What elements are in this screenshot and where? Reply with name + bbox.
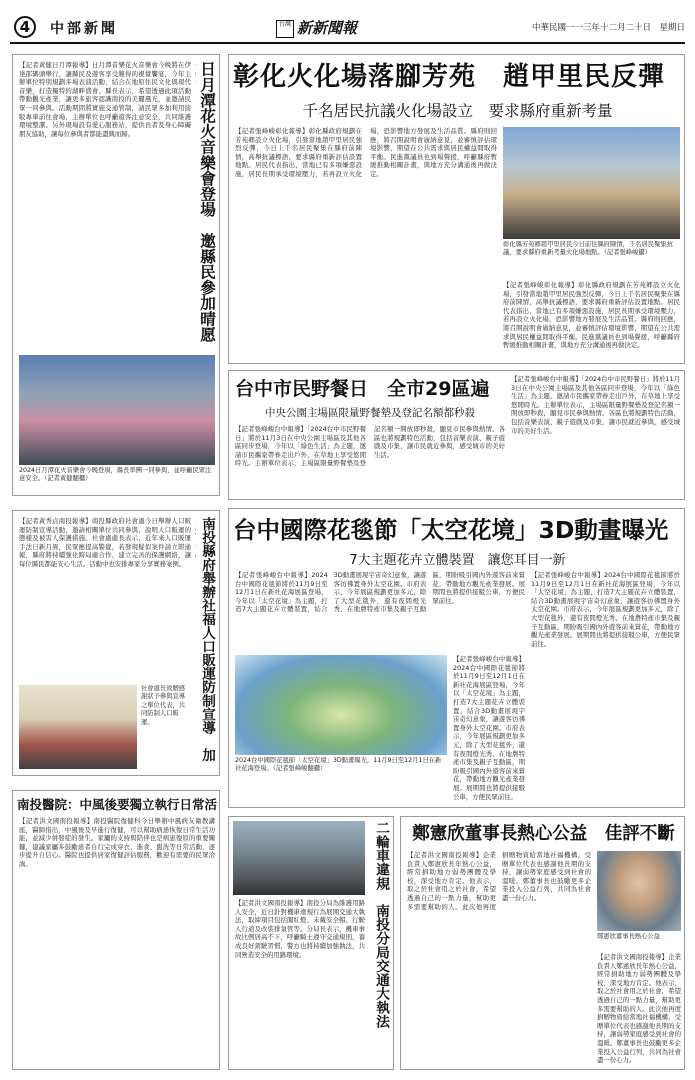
article-body-continued: 【記者洪文國南投報導】企業負責人鄭憲欣長年熱心公益，經常捐助地方弱勢團體及學校，深受地方肯定。他表示，取之於社會用之於社會，希望透過自己的一點力量，幫助更多需要幫助的人。此次他再度捐贈物資給當地社福機構，受贈單位代表也感謝他長期的支持，讓弱勢家庭感受到社會的溫暖。鄭董事長也鼓勵更多企業投入公益行列，共同為社會盡一份心力。: [597, 953, 681, 1065]
paper-logo-small: 台灣: [276, 20, 294, 38]
sub-headline: 千名居民抗議火化場設立 要求縣府重新考量: [302, 102, 613, 119]
main-story-2: [228, 370, 685, 500]
article-body-column: 【記者張峰峻台中報導】2024台中國際花毯節將於11月9日至12月1日在新社花海展區登場，今年以「太空花境」為主題，打造7大主題花卉立體裝置，結合3D動畫展現宇宙奇幻意象，讓遊客彷彿置身外太空花園。市府表示，今年展區規劃更加多元，除了大型花毯外，還有夜間燈光秀、在地農特產市集及親子互動區，期盼吸引國內外遊客前來賞花，帶動地方觀光產業發展。展期間也將提供接駁公車，方便民眾前往。: [453, 655, 525, 801]
issue-date: 中華民國一一三年十二月二十日 星期日: [531, 23, 685, 33]
traffic-photo: [233, 821, 365, 895]
article-body: 【記者黃健日月潭報導】日月潭音樂花火音樂會今晚將在伊達邵碼頭舉行，讓縣民及遊客享受難得的視覺饗宴，今年主辦單位特別規劃多場表演活動，結合在地原住民文化與現代音樂，打造獨特的湖畔盛會。縣長表示，希望透過此項活動帶動觀光產業，讓更多旅客認識南投的美麗風光，並邀請民眾一同參與。活動期間將實施交通管制，請民眾多加利用接駁專車前往會場，主辦單位也呼籲遊客注意安全，共同維護環境整潔。另外現場設有愛心服務站，提供長者及身心障礙朋友協助，讓每位參與者都能盡興而歸。: [19, 61, 191, 138]
protest-photo: [503, 127, 680, 239]
charity-story: [400, 816, 685, 1070]
left-story-3: [12, 790, 220, 1070]
header-rule: [10, 42, 685, 44]
vertical-headline: 日月潭花火音樂會登場 邀縣民參加晴愿: [198, 61, 216, 342]
story-headline: 南投醫院：中風後要獨立執行日常活: [17, 797, 217, 812]
traffic-story: [228, 816, 394, 1070]
article-body-continued: 【記者張峰峻台中報導】「2024台中市民野餐日」將於11月3日在中央公園主場區及其他各區同步登場，今年以「綠色生活」為主題，邀請市民攜家帶眷走出戶外，在草地上享受悠閒時光。主辦單位表示，主場區限量野餐墊及登記名額一開放即秒殺，顯見市民參與熱情。各區也將規劃特色活動，包括音樂表演、親子遊戲及市集，讓市民就近參與，感受城市的美好生活。: [511, 375, 680, 435]
masthead: [10, 16, 685, 40]
article-body: 【記者張峰峻台中報導】2024台中國際花毯節將於11月9日至12月1日在新社花海展區登場，今年以「太空花境」為主題，打造7大主題花卉立體裝置，結合3D動畫展現宇宙奇幻意象，讓遊客彷彿置身外太空花園。市府表示，今年展區規劃更加多元，除了大型花毯外，還有夜間燈光秀、在地農特產市集及親子互動區，期盼吸引國內外遊客前來賞花，帶動地方觀光產業發展。展期間也將提供接駁公車，方便民眾前往。: [235, 571, 525, 614]
sub-headline: 7大主題花卉立體裝置 讓您耳目一新: [349, 553, 566, 567]
main-story-1: [228, 54, 685, 364]
flower-carpet-render: [235, 655, 447, 755]
photo-caption: 鄭憲欣董事長熱心公益: [597, 933, 660, 940]
article-body: 【記者洪文國南投報導】南投醫院復健科今日舉辦中風病友衛教講座，醫師指出，中風後及早進行復健，可以幫助病患恢復日常生活功能，並減少併發症的發生。家屬的支持與陪伴也是病患復原的重要關鍵，建議家屬多鼓勵患者自行完成穿衣、進食、盥洗等日常活動，逐步提升自信心。醫院也提供居家復健評估服務，歡迎有需要的民眾洽詢。: [19, 817, 215, 868]
left-story-1: [12, 54, 220, 496]
award-photo: [19, 685, 137, 769]
page-number-badge: 4: [14, 16, 36, 38]
event-photo: [19, 355, 215, 465]
article-body: 【記者黃秀貞南投報導】南投縣政府社會處今日舉辦人口販運防制宣導活動，邀請相關單位共同參與，說明人口販運的態樣及被害人保護措施。社會處處長表示，近年來人口販運手法日新月異，民眾應提高警覺，若發現疑似案件請立即通報，縣府將持續強化跨局處合作，建立完善的保護網絡，讓每位縣民都能安心生活。活動中也安排專家分享實務案例。: [19, 517, 191, 568]
article-body: 【記者張峰峻台中報導】「2024台中市民野餐日」將於11月3日在中央公園主場區及其他各區同步登場，今年以「綠色生活」為主題，邀請市民攜家帶眷走出戶外，在草地上享受悠閒時光。主辦單位表示，主場區限量野餐墊及登記名額一開放即秒殺，顯見市民參與熱情。各區也將規劃特色活動，包括音樂表演、親子遊戲及市集，讓市民就近參與，感受城市的美好生活。: [235, 425, 505, 468]
article-body-continued: 【記者張峰峻台中報導】2024台中國際花毯節將於11月9日至12月1日在新社花海展區登場，今年以「太空花境」為主題，打造7大主題花卉立體裝置，結合3D動畫展現宇宙奇幻意象，讓遊客彷彿置身外太空花園。市府表示，今年展區規劃更加多元，除了大型花毯外，還有夜間燈光秀、在地農特產市集及親子互動區，期盼吸引國內外遊客前來賞花，帶動地方觀光產業發展。展期間也將提供接駁公車，方便民眾前往。: [531, 571, 680, 648]
main-headline: 彰化火化場落腳芳苑 趙甲里民反彈: [233, 62, 666, 92]
section-title: 中部新聞: [50, 21, 118, 37]
vertical-headline: 南投縣府舉辦社福人口販運防制宣導 加: [199, 517, 215, 762]
photo-caption: 彰化縣芳苑鄉趙甲里居民今日前往縣府陳情，千名居民聚集抗議，要求縣府重新考量火化場地點。（記者張峰峻攝）: [503, 241, 674, 257]
article-body: 【記者洪文國南投報導】企業負責人鄭憲欣長年熱心公益，經常捐助地方弱勢團體及學校，深受地方肯定。他表示，取之於社會用之於社會，希望透過自己的一點力量，幫助更多需要幫助的人。此次他再度捐贈物資給當地社福機構，受贈單位代表也感謝他長期的支持，讓弱勢家庭感受到社會的溫暖。鄭董事長也鼓勵更多企業投入公益行列，共同為社會盡一份心力。: [407, 851, 591, 911]
photo-caption: 2024日月潭花火音樂會今晚登場，縣長率團一同參與，並呼籲民眾注意安全。（記者黃健翻攝）: [19, 467, 212, 483]
main-headline: 台中市民野餐日 全市29區遍: [235, 378, 490, 400]
vertical-headline: 二輪車違規 南投分局交通大執法: [373, 821, 389, 1028]
left-story-2: [12, 510, 220, 776]
sub-headline: 中央公園主場區限量野餐墊及登記名額都秒殺: [265, 407, 475, 419]
main-headline: 台中國際花毯節「太空花境」3D動畫曝光: [233, 516, 669, 544]
photo-caption: 社會處長致贈感謝狀予參與宣導之單位代表，共同防制人口販運。: [141, 685, 186, 726]
article-body: 【記者張峰峻彰化報導】彰化縣政府規劃在芳苑鄉設立火化場，引發當地趙甲里居民強烈反彈，今日上千名居民聚集在縣府前陳情，高舉抗議標語，要求縣府重新評估設置地點。居民代表指出，當地已有多項嫌惡設施，居民長期承受環境壓力，若再設立火化場，恐影響地方發展及生活品質。縣府則回應，將召開說明會廣納意見，並審慎評估環境影響，期望在公共需求與居民權益間取得平衡。民進黨議員也到場聲援，呼籲縣府暫緩推動相關計畫，與地方充分溝通後再做決定。: [235, 127, 497, 178]
portrait-photo: [597, 851, 681, 931]
article-body-continued: 【記者張峰峻彰化報導】彰化縣政府規劃在芳苑鄉設立火化場，引發當地趙甲里居民強烈反彈，今日上千名居民聚集在縣府前陳情，高舉抗議標語，要求縣府重新評估設置地點。居民代表指出，當地已有多項嫌惡設施，居民長期承受環境壓力，若再設立火化場，恐影響地方發展及生活品質。縣府則回應，將召開說明會廣納意見，並審慎評估環境影響，期望在公共需求與居民權益間取得平衡。民進黨議員也到場聲援，呼籲縣府暫緩推動相關計畫，與地方充分溝通後再做決定。: [503, 281, 680, 350]
story-headline: 鄭憲欣董事長熱心公益 佳評不斷: [412, 824, 675, 844]
paper-name: 新新聞報: [297, 19, 358, 37]
main-story-3: [228, 508, 685, 808]
photo-caption: 2024台中國際花毯節「太空花境」3D動畫曝光，11月9日至12月1日在新社花海登場。（記者張峰峻翻攝）: [235, 757, 442, 773]
article-body: 【記者洪文國南投報導】南投分局為維護用路人安全，近日針對機車違規行為展開交通大執法，取締項目包括闖紅燈、未戴安全帽、行駛人行道及改裝排氣管等。分局長表示，機車事故比例居高不下，呼籲騎士遵守交通規則，養成良好駕駛習慣，警方也將持續加強執法，共同營造安全的用路環境。: [235, 899, 365, 959]
